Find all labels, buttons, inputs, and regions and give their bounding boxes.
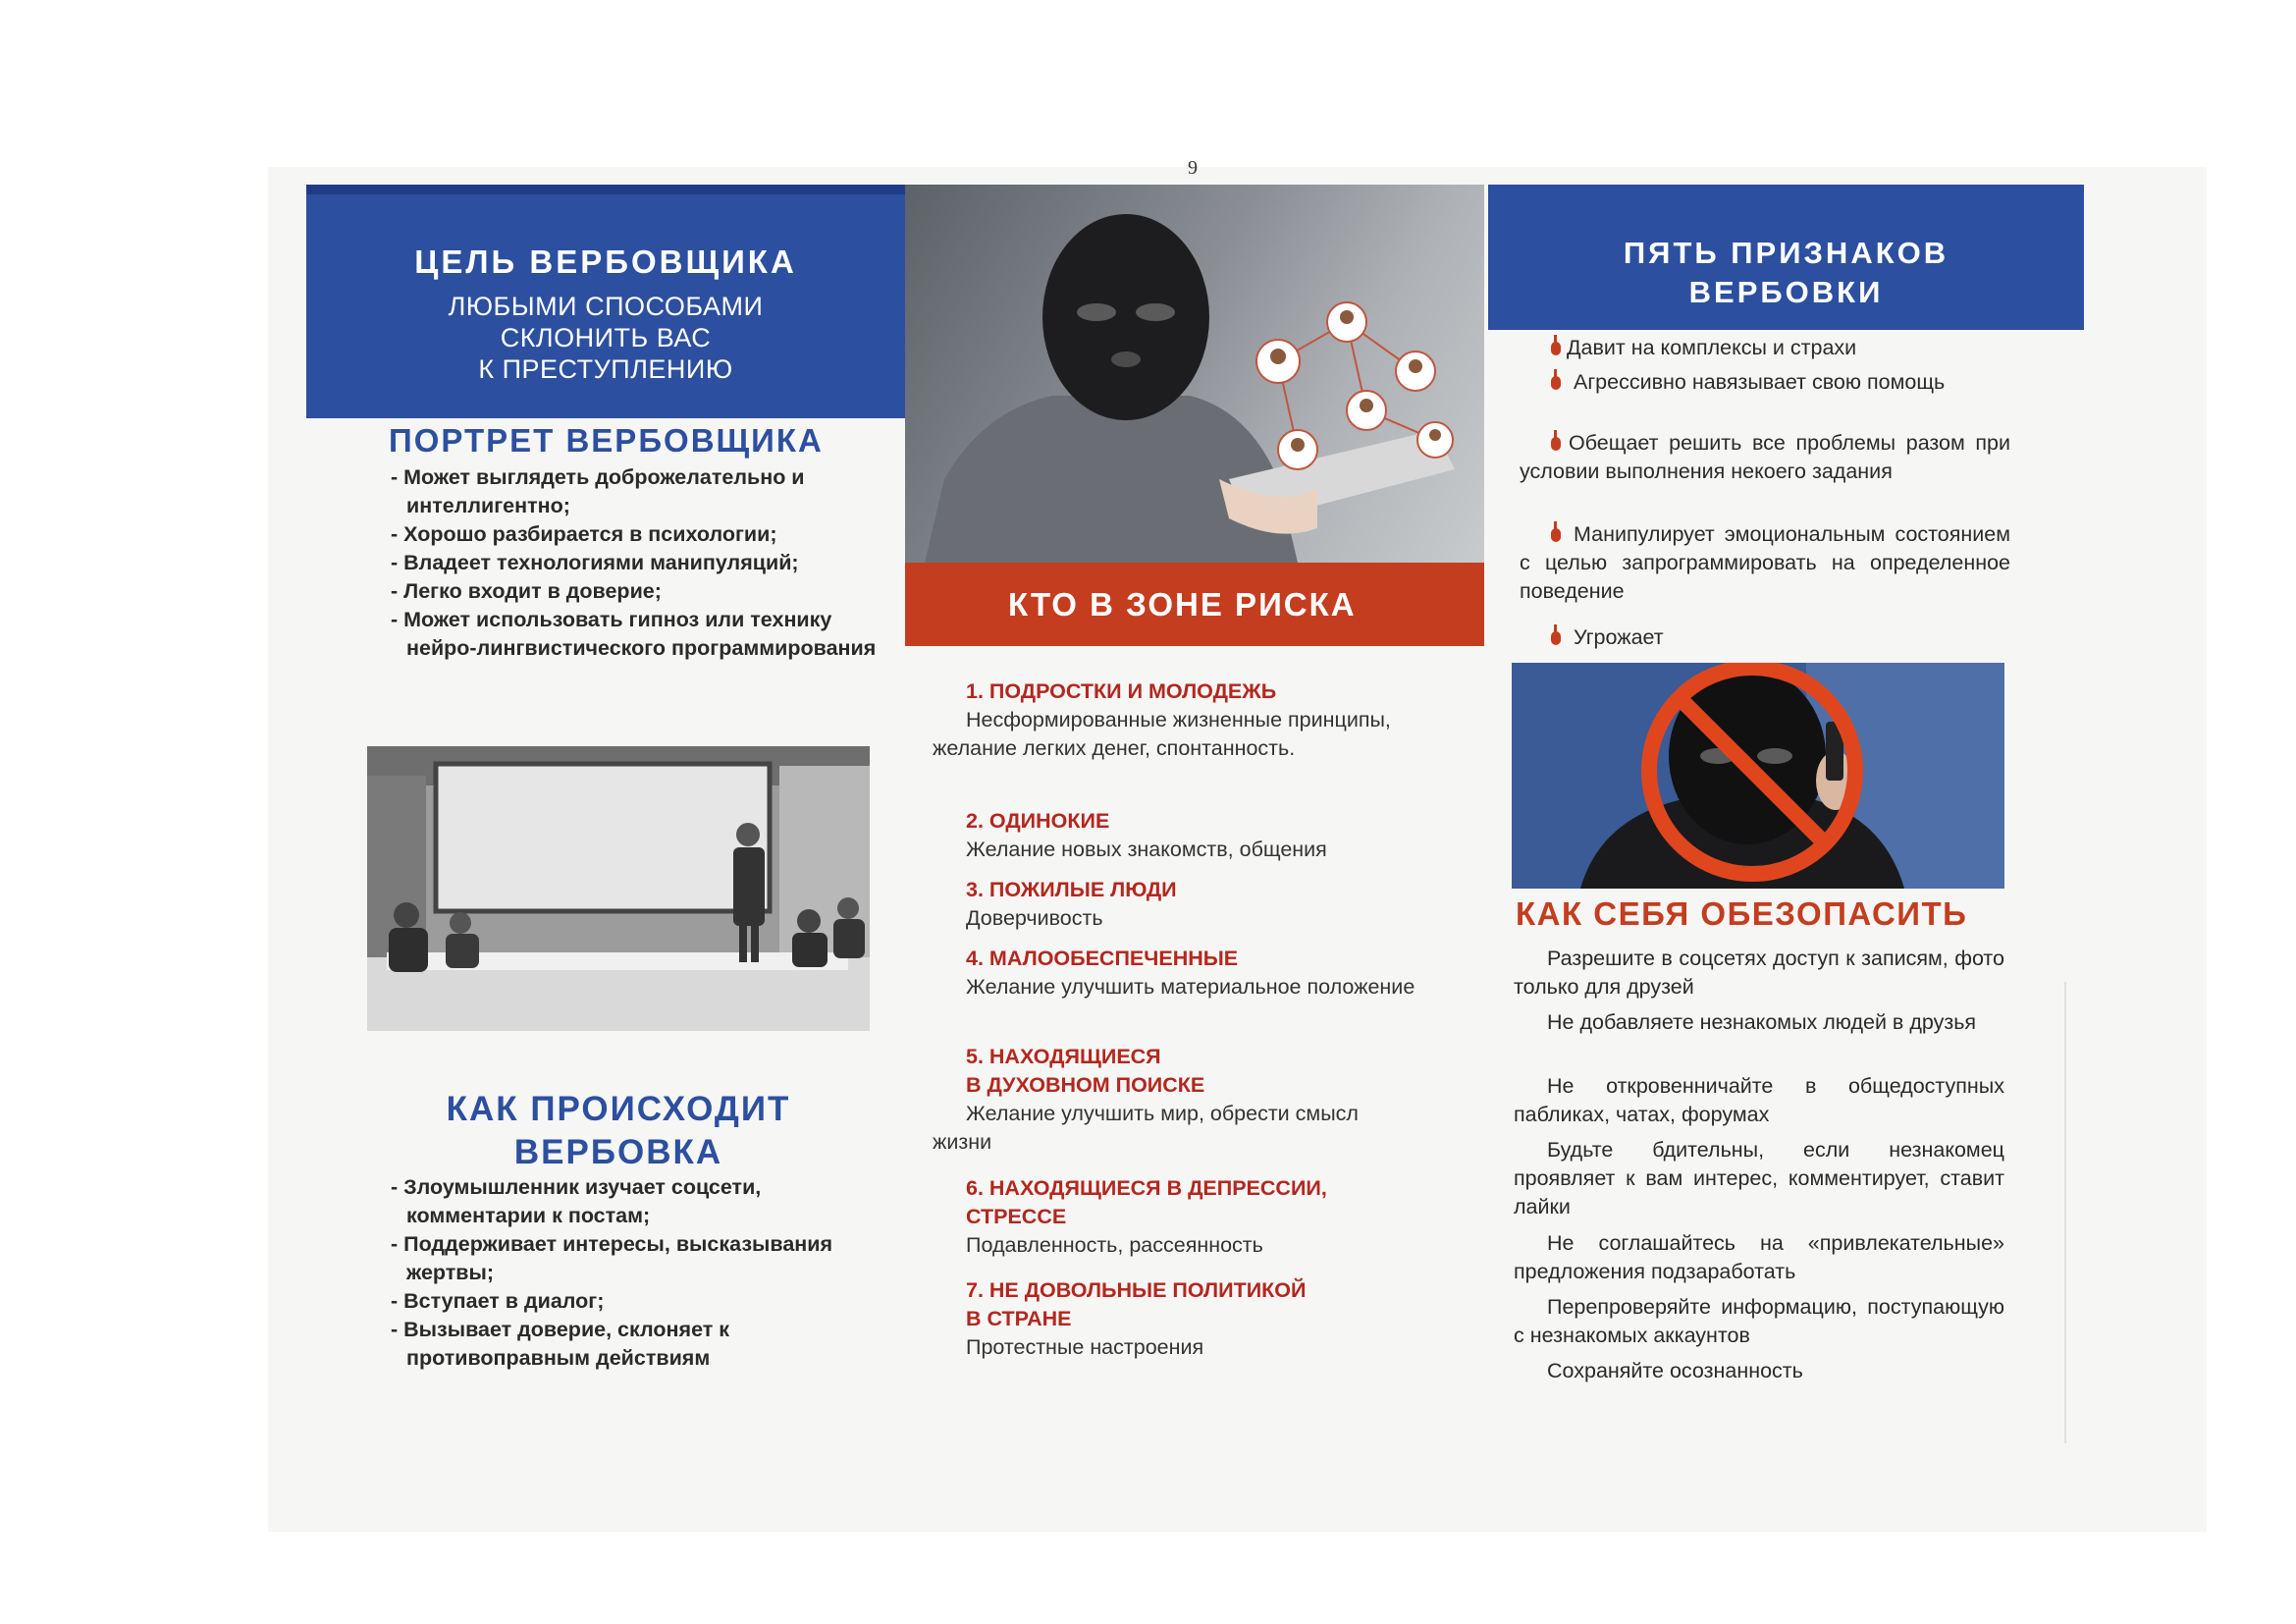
safe-item: Не соглашайтесь на «привлекательные» предложения подзаработать xyxy=(1514,1231,2004,1283)
meeting-photo xyxy=(367,746,870,1031)
safe-item: Будьте бдительны, если незнакомец проявляет к вам интерес, комментирует, ставит лайки xyxy=(1514,1138,2004,1218)
risk-item-description: Желание улучшить материальное положение xyxy=(966,975,1415,999)
safe-item: Не добавляете незнакомых людей в друзья xyxy=(1547,1010,1977,1034)
masked-hacker-photo xyxy=(905,185,1484,563)
risk-item xyxy=(933,945,1423,1001)
safe-item: Перепроверяйте информацию, поступающую с незнакомых аккаунтов xyxy=(1514,1295,2004,1347)
recruiter-goal-subtitle-line: СКЛОНИТЬ ВАС xyxy=(500,323,712,352)
meeting-photo-illustration xyxy=(367,746,870,1031)
recruiter-goal-box xyxy=(306,185,905,418)
risk-item-heading-continued: В СТРАНЕ xyxy=(966,1307,1072,1330)
sign-item-indent xyxy=(1520,623,1574,652)
risk-item xyxy=(933,876,1423,933)
risk-item-heading: 5. НАХОДЯЩИЕСЯ xyxy=(966,1045,1161,1068)
finger-pointer-icon xyxy=(1551,342,1561,355)
masked-hacker-illustration xyxy=(905,185,1484,563)
how-item: - Вызывает доверие, склоняет к противоправным действиям xyxy=(391,1318,730,1370)
risk-item-description: Доверчивость xyxy=(966,906,1103,930)
risk-zone-banner xyxy=(905,563,1484,646)
risk-item-heading: 3. ПОЖИЛЫЕ ЛЮДИ xyxy=(966,878,1177,901)
sign-item xyxy=(1520,623,2010,652)
risk-item xyxy=(933,1276,1423,1362)
risk-item-description: Желание новых знакомств, общения xyxy=(966,838,1327,861)
risk-item xyxy=(933,1043,1423,1157)
page-edge-line xyxy=(2064,982,2066,1443)
risk-item-heading: 7. НЕ ДОВОЛЬНЫЕ ПОЛИТИКОЙ xyxy=(966,1278,1307,1302)
how-recruitment-title-line: КАК ПРОИСХОДИТ xyxy=(446,1090,791,1128)
risk-item xyxy=(933,807,1423,864)
risk-zone-title: КТО В ЗОНЕ РИСКА xyxy=(1008,586,1357,623)
safe-item: Разрешите в соцсетях доступ к записям, фото только для друзей xyxy=(1514,947,2004,999)
portrait-item: - Легко входит в доверие; xyxy=(391,579,662,603)
sign-item-indent xyxy=(1520,520,1574,549)
banned-hacker-photo xyxy=(1512,663,2004,889)
portrait-item: - Может использовать гипноз или технику нейро-лингвистического программирования xyxy=(391,608,877,660)
sign-item xyxy=(1520,429,2010,486)
recruiter-portrait-title: ПОРТРЕТ ВЕРБОВЩИКА xyxy=(389,422,824,459)
how-item: - Вступает в диалог; xyxy=(391,1289,605,1313)
page-number: 9 xyxy=(1188,157,1198,179)
recruiter-goal-subtitle-line: ЛЮБЫМИ СПОСОБАМИ xyxy=(448,292,764,321)
recruitment-signs-title-line: ПЯТЬ ПРИЗНАКОВ xyxy=(1623,236,1949,270)
risk-item-heading-continued: СТРЕССЕ xyxy=(966,1205,1067,1228)
risk-item-heading: 4. МАЛООБЕСПЕЧЕННЫЕ xyxy=(966,947,1239,970)
recruiter-goal-subtitle-line: К ПРЕСТУПЛЕНИЮ xyxy=(478,354,733,384)
risk-item-description: Подавленность, рассеянность xyxy=(966,1233,1263,1257)
risk-item-description: Желание улучшить мир, обрести смысл жизни xyxy=(933,1102,1359,1154)
how-to-protect-title: КАК СЕБЯ ОБЕЗОПАСИТЬ xyxy=(1516,895,1968,932)
safe-item: Не откровенничайте в общедоступных пабликах, чатах, форумах xyxy=(1514,1074,2004,1126)
sign-item-text: Угрожает xyxy=(1574,625,1664,649)
how-item: - Поддерживает интересы, высказывания жертвы; xyxy=(391,1232,833,1284)
risk-item-heading: 6. НАХОДЯЩИЕСЯ В ДЕПРЕССИИ, xyxy=(966,1176,1327,1200)
sign-item xyxy=(1520,368,2010,397)
how-recruitment-list xyxy=(387,1173,878,1373)
risk-item xyxy=(933,677,1423,763)
recruitment-signs-title-line: ВЕРБОВКИ xyxy=(1688,275,1884,309)
banned-hacker-illustration xyxy=(1512,663,2004,889)
finger-pointer-icon xyxy=(1551,437,1561,451)
recruiter-goal-subtitle xyxy=(306,291,905,385)
sign-item-indent xyxy=(1520,368,1574,397)
risk-item-heading: 2. ОДИНОКИЕ xyxy=(966,809,1110,833)
finger-pointer-icon xyxy=(1551,376,1561,390)
sign-item-text: Давит на комплексы и страхи xyxy=(1566,336,1857,359)
risk-item xyxy=(933,1174,1423,1260)
finger-pointer-icon xyxy=(1551,631,1561,645)
safe-item: Сохраняйте осознанность xyxy=(1547,1359,1803,1382)
portrait-item: - Владеет технологиями манипуляций; xyxy=(391,551,799,574)
sign-item xyxy=(1520,520,2010,606)
sign-item-text: Манипулирует эмоциональным состоянием с целью запрограммировать на определенное поведение xyxy=(1520,522,2010,603)
how-recruitment-title xyxy=(422,1088,815,1174)
how-recruitment-title-line: ВЕРБОВКА xyxy=(513,1133,723,1171)
risk-item-heading-continued: В ДУХОВНОМ ПОИСКЕ xyxy=(966,1073,1205,1097)
recruitment-signs-title xyxy=(1488,234,2084,312)
sign-item-text: Агрессивно навязывает свою помощь xyxy=(1574,370,1946,394)
sign-item xyxy=(1520,334,2010,362)
risk-item-description: Несформированные жизненные принципы, желание легких денег, спонтанность. xyxy=(933,708,1391,760)
recruitment-signs-box xyxy=(1488,185,2084,330)
risk-item-heading: 1. ПОДРОСТКИ И МОЛОДЕЖЬ xyxy=(966,679,1277,703)
how-item: - Злоумышленник изучает соцсети, комментарии к постам; xyxy=(391,1175,762,1227)
portrait-item: - Может выглядеть доброжелательно и интеллигентно; xyxy=(391,465,805,517)
sign-item-text: Обещает решить все проблемы разом при условии выполнения некоего задания xyxy=(1520,431,2010,483)
recruiter-portrait-list xyxy=(387,463,878,663)
finger-pointer-icon xyxy=(1551,528,1561,542)
portrait-item: - Хорошо разбирается в психологии; xyxy=(391,522,777,546)
recruiter-goal-title: ЦЕЛЬ ВЕРБОВЩИКА xyxy=(414,244,797,280)
risk-item-description: Протестные настроения xyxy=(966,1335,1204,1359)
